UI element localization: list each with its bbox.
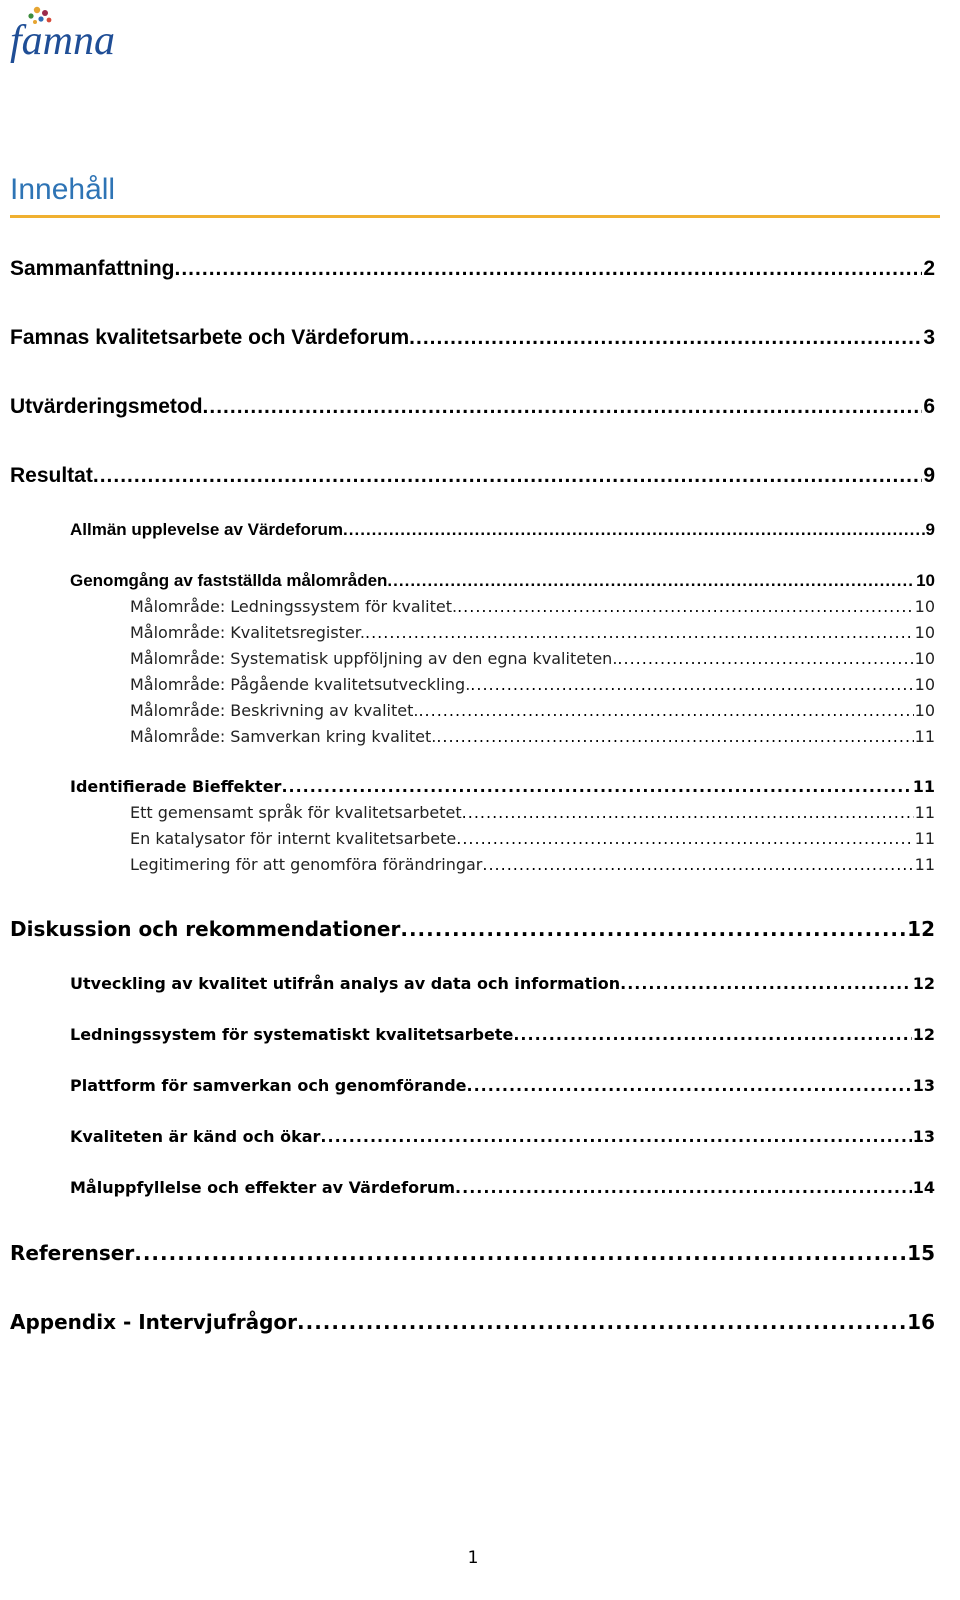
- toc-entry-title: Utvärderingsmetod: [10, 395, 203, 418]
- toc-entry-appendix[interactable]: [10, 1309, 935, 1335]
- toc-entry-title: Sammanfattning: [10, 257, 175, 280]
- toc-entry-title: Genomgång av fastställda målområden: [70, 571, 388, 590]
- dot-leader: [365, 622, 914, 644]
- toc-entry-title: Legitimering för att genomföra förändringar: [130, 855, 483, 874]
- toc-entry-legitimering[interactable]: [130, 854, 935, 876]
- toc-entry-page: 11: [912, 777, 935, 796]
- dot-leader: [281, 776, 911, 798]
- dot-leader: [409, 325, 922, 351]
- dot-leader: [297, 1309, 906, 1335]
- toc-entry-ledningssystem-systematiskt[interactable]: [70, 1024, 935, 1046]
- toc-entry-title: Ledningssystem för systematiskt kvalitetsarbete: [70, 1025, 514, 1044]
- dot-leader: [482, 854, 913, 876]
- dot-leader: [457, 596, 914, 618]
- toc-entry-samverkan-kvalitet[interactable]: [130, 726, 935, 748]
- toc-entry-allman-upplevelse[interactable]: [70, 519, 935, 541]
- dot-leader: [203, 394, 923, 420]
- toc-entry-page: 11: [914, 855, 935, 874]
- toc-entry-identifierade-bieffekter[interactable]: [70, 776, 935, 798]
- toc-entry-utvarderingsmetod[interactable]: [10, 394, 935, 420]
- toc-entry-page: 11: [914, 829, 935, 848]
- toc-entry-sammanfattning[interactable]: [10, 256, 935, 282]
- toc-entry-page: 9: [925, 520, 935, 539]
- toc-entry-page: 13: [912, 1076, 935, 1095]
- dot-leader: [456, 828, 913, 850]
- toc-entry-title: Kvaliteten är känd och ökar: [70, 1127, 321, 1146]
- toc-entry-plattform-samverkan[interactable]: [70, 1075, 935, 1097]
- toc-entry-title: Måluppfyllelse och effekter av Värdeforum: [70, 1178, 456, 1197]
- toc-entry-title: Målområde: Kvalitetsregister.: [130, 623, 365, 642]
- toc-entry-title: Målområde: Samverkan kring kvalitet.: [130, 727, 437, 746]
- toc-entry-katalysator[interactable]: [130, 828, 935, 850]
- dot-leader: [93, 463, 922, 489]
- dot-leader: [436, 726, 913, 748]
- logo-text: famna: [10, 18, 115, 64]
- toc-entry-title: Plattform för samverkan och genomförande: [70, 1076, 467, 1095]
- toc-entry-title: Målområde: Beskrivning av kvalitet.: [130, 701, 419, 720]
- toc-entry-page: 11: [914, 803, 935, 822]
- toc-entry-diskussion[interactable]: [10, 916, 935, 942]
- toc-entry-title: Resultat: [10, 464, 93, 487]
- dot-leader: [467, 1075, 912, 1097]
- toc-entry-title: Identifierade Bieffekter: [70, 777, 282, 796]
- toc-entry-page: 9: [923, 464, 935, 487]
- heading-rule: [10, 215, 940, 218]
- toc-entry-page: 16: [907, 1310, 935, 1334]
- toc-entry-page: 10: [914, 701, 935, 720]
- toc-entry-page: 3: [923, 326, 935, 349]
- toc-entry-kvaliteten-kand[interactable]: [70, 1126, 935, 1148]
- famna-logo: [10, 4, 140, 74]
- page-number: 1: [467, 1548, 479, 1568]
- toc-entry-page: 2: [923, 257, 935, 280]
- dot-leader: [387, 570, 915, 592]
- toc-entry-beskrivning-kvalitet[interactable]: [130, 700, 935, 722]
- dot-leader: [134, 1240, 906, 1266]
- toc-entry-referenser[interactable]: [10, 1240, 935, 1266]
- toc-entry-title: Famnas kvalitetsarbete och Värdeforum: [10, 326, 410, 349]
- toc-entry-kvalitetsregister[interactable]: [130, 622, 935, 644]
- dot-leader: [455, 1177, 912, 1199]
- toc-entry-page: 10: [914, 675, 935, 694]
- dot-leader: [513, 1024, 911, 1046]
- toc-entry-page: 15: [907, 1241, 935, 1265]
- toc-entry-page: 13: [912, 1127, 935, 1146]
- toc-entry-page: 10: [916, 571, 935, 590]
- dot-leader: [418, 700, 913, 722]
- dot-leader: [470, 674, 913, 696]
- toc-entry-title: Appendix - Intervjufrågor: [10, 1310, 297, 1334]
- dots-logo-icon: [10, 4, 140, 74]
- toc-entry-page: 10: [914, 597, 935, 616]
- toc-entry-title: Diskussion och rekommendationer: [10, 917, 401, 941]
- dot-leader: [620, 973, 912, 995]
- toc-entry-resultat[interactable]: [10, 463, 935, 489]
- toc-entry-systematisk-uppfoljning[interactable]: [130, 648, 935, 670]
- toc-entry-title: Ett gemensamt språk för kvalitetsarbetet: [130, 803, 462, 822]
- toc-entry-title: Referenser: [10, 1241, 135, 1265]
- toc-entry-genomgang-malomraden[interactable]: [70, 570, 935, 592]
- toc-entry-page: 10: [914, 623, 935, 642]
- toc-entry-utveckling-kvalitet[interactable]: [70, 973, 935, 995]
- toc-entry-page: 14: [912, 1178, 935, 1197]
- toc-entry-gemensamt-sprak[interactable]: [130, 802, 935, 824]
- dot-leader: [462, 802, 914, 824]
- toc-entry-title: Målområde: Pågående kvalitetsutveckling.: [130, 675, 471, 694]
- toc-entry-maluppfyllelse[interactable]: [70, 1177, 935, 1199]
- toc-entry-page: 12: [907, 917, 935, 941]
- dot-leader: [617, 648, 913, 670]
- toc-entry-title: En katalysator för internt kvalitetsarbete: [130, 829, 457, 848]
- toc-entry-page: 12: [912, 1025, 935, 1044]
- dot-leader: [175, 256, 923, 282]
- toc-entry-page: 10: [914, 649, 935, 668]
- toc-entry-famnas-kvalitetsarbete[interactable]: [10, 325, 935, 351]
- dot-leader: [400, 916, 906, 942]
- toc-entry-title: Utveckling av kvalitet utifrån analys av data och information: [70, 974, 621, 993]
- toc-entry-page: 11: [914, 727, 935, 746]
- toc-entry-page: 6: [923, 395, 935, 418]
- toc-entry-title: Allmän upplevelse av Värdeforum: [70, 520, 344, 539]
- toc-entry-pagaende-kvalitetsutveckling[interactable]: [130, 674, 935, 696]
- toc-heading: Innehåll: [10, 173, 116, 206]
- toc-entry-ledningssystem-kvalitet[interactable]: [130, 596, 935, 618]
- dot-leader: [320, 1126, 911, 1148]
- toc-entry-title: Målområde: Systematisk uppföljning av den egna kvaliteten.: [130, 649, 618, 668]
- toc-entry-page: 12: [912, 974, 935, 993]
- toc-entry-title: Målområde: Ledningssystem för kvalitet.: [130, 597, 458, 616]
- dot-leader: [343, 519, 924, 541]
